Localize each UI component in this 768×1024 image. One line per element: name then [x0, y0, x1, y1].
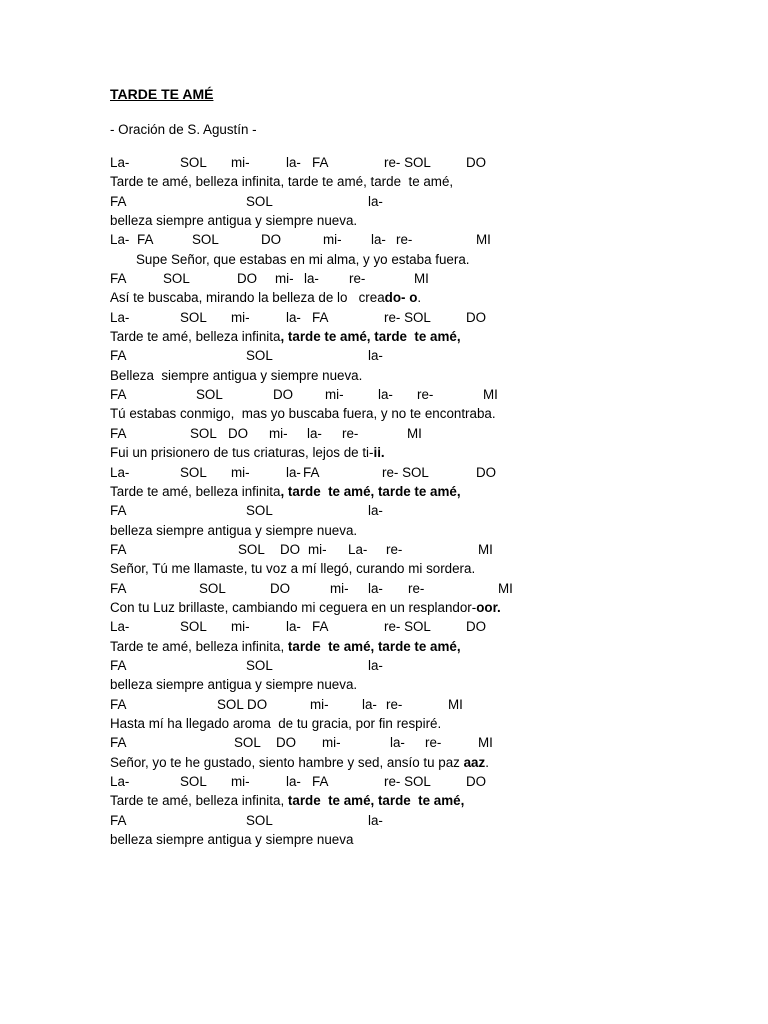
chord: FA — [110, 657, 127, 673]
lyric-text: Tarde te amé, belleza infinita, — [110, 638, 288, 654]
lyric-line — [110, 832, 730, 851]
chord: SOL — [234, 735, 261, 751]
chord: la- — [368, 348, 383, 364]
chord: mi- — [231, 309, 250, 325]
chord: La- — [110, 232, 130, 248]
chord: MI — [414, 271, 429, 287]
chord: La- — [110, 309, 130, 325]
chord-line — [110, 310, 730, 329]
chord: la- — [368, 657, 383, 673]
chord: la- — [368, 503, 383, 519]
chord: MI — [483, 387, 498, 403]
lyric-text: belleza siempre antigua y siempre nueva. — [110, 677, 358, 693]
chord-line — [110, 503, 730, 522]
chord: SOL — [246, 193, 273, 209]
song-title: TARDE TE AMÉ — [110, 86, 214, 102]
chord: SOL — [180, 155, 207, 170]
lyric-bold-text: ii. — [373, 445, 385, 461]
chord: DO — [476, 464, 497, 480]
chord-line — [110, 542, 730, 561]
chord: FA — [110, 193, 127, 209]
chord: DO — [466, 619, 487, 635]
chord: re- — [396, 232, 413, 248]
chord: DO — [280, 541, 301, 557]
chord: la- — [362, 696, 377, 712]
chord: mi- — [231, 774, 250, 789]
chord: FA — [110, 541, 127, 557]
chord: MI — [407, 425, 422, 441]
chord: DO — [261, 232, 282, 248]
chord-line — [110, 619, 730, 638]
lyric-text: . — [485, 754, 489, 770]
chord: mi- — [325, 387, 344, 403]
chord: DO — [466, 155, 487, 170]
chord: la- — [307, 425, 322, 441]
chord: FA — [303, 464, 320, 480]
lyric-line — [110, 174, 730, 193]
lyric-text: Tarde te amé, belleza infinita, tarde te amé, tarde te amé, — [110, 174, 454, 190]
chord: La- — [110, 155, 130, 170]
lyric-text: Tarde te amé, belleza infinita — [110, 483, 281, 499]
lyric-bold-text: , tarde te amé, tarde te amé, — [280, 329, 461, 345]
lyric-line — [110, 677, 730, 696]
chord: FA — [110, 735, 127, 751]
chord: DO — [228, 425, 249, 441]
chord: la- — [368, 193, 383, 209]
chord: FA — [110, 387, 127, 403]
chord: FA — [110, 425, 127, 441]
chord: SOL — [190, 425, 217, 441]
chord: la- — [286, 619, 301, 635]
chord: SOL — [199, 580, 226, 596]
chord-line — [110, 813, 730, 832]
lyric-text: Hasta mí ha llegado aroma de tu gracia, por fin respiré. — [110, 715, 442, 731]
chord: la- — [368, 580, 383, 596]
chord: MI — [478, 541, 493, 557]
chord: La- — [110, 774, 130, 789]
chord: FA — [110, 812, 127, 828]
chord: SOL — [246, 812, 273, 828]
chord: mi- — [330, 580, 349, 596]
chord-line — [110, 426, 730, 445]
chord: re- — [386, 541, 403, 557]
lyric-line — [110, 213, 730, 232]
lyric-line — [110, 639, 730, 658]
chord: SOL — [246, 348, 273, 364]
chord: SOL — [180, 464, 207, 480]
chord: re- SOL — [382, 464, 429, 480]
chord: la- — [368, 812, 383, 828]
chord: SOL — [196, 387, 223, 403]
chord: DO — [466, 774, 487, 789]
lyric-line — [110, 406, 730, 425]
chord: SOL — [238, 541, 265, 557]
chord: DO — [270, 580, 291, 596]
chord: MI — [478, 735, 493, 751]
chord: FA — [110, 696, 127, 712]
lyric-text: belleza siempre antigua y siempre nueva. — [110, 213, 358, 229]
chord: la- — [304, 271, 319, 287]
chord: mi- — [308, 541, 327, 557]
chord: FA — [312, 309, 329, 325]
lyric-bold-text: tarde te amé, tarde te amé, — [287, 638, 461, 654]
chord: FA — [110, 580, 127, 596]
chord: DO — [273, 387, 294, 403]
lyric-line — [110, 329, 730, 348]
chord-line — [110, 697, 730, 716]
song-subtitle: - Oración de S. Agustín - — [110, 122, 257, 137]
chord-line — [110, 387, 730, 406]
chord: la- — [371, 232, 386, 248]
lyric-text: Tarde te amé, belleza infinita, — [110, 793, 288, 809]
chord: re- SOL — [384, 774, 431, 789]
chord: FA — [312, 155, 329, 170]
chord: mi- — [269, 425, 288, 441]
lyric-line — [110, 561, 730, 580]
chord: la- — [286, 155, 301, 170]
chord: MI — [448, 696, 463, 712]
lyric-line — [110, 755, 730, 774]
lyric-bold-text: tarde te amé, tarde te amé, — [287, 793, 465, 809]
chord: DO — [276, 735, 297, 751]
chord: re- — [417, 387, 434, 403]
chord: La- — [110, 619, 130, 635]
chord: mi- — [322, 735, 341, 751]
lyric-text: Con tu Luz brillaste, cambiando mi ceguera en un resplandor- — [110, 599, 477, 615]
chord: re- — [349, 271, 366, 287]
lyric-line — [110, 716, 730, 735]
chord: la- — [286, 774, 301, 789]
chord: re- — [386, 696, 403, 712]
lyric-text: Fui un prisionero de tus criaturas, lejos de ti- — [110, 445, 374, 461]
lyric-text: Belleza siempre antigua y siempre nueva. — [110, 367, 363, 383]
chord: La- — [348, 541, 368, 557]
lyric-line — [110, 445, 730, 464]
chord-line — [110, 774, 730, 793]
chord: mi- — [310, 696, 329, 712]
lyric-text: Señor, yo te he gustado, siento hambre y sed, ansío tu paz — [110, 754, 464, 770]
chord: SOL — [246, 657, 273, 673]
chord-line — [110, 194, 730, 213]
lyric-bold-text: oor. — [476, 599, 501, 615]
chord: FA — [110, 503, 127, 519]
lyric-text: belleza siempre antigua y siempre nueva. — [110, 522, 358, 538]
chord: MI — [476, 232, 491, 248]
chord-line — [110, 581, 730, 600]
lyric-text: Supe Señor, que estabas en mi alma, y yo estaba fuera. — [136, 251, 470, 267]
lyric-bold-text: , tarde te amé, tarde te amé, — [280, 483, 461, 499]
chord: SOL — [163, 271, 190, 287]
chord: re- SOL — [384, 155, 431, 170]
chord: FA — [312, 774, 329, 789]
chord: SOL — [192, 232, 219, 248]
lyric-bold-text: do- o — [384, 290, 418, 306]
lyric-line — [110, 600, 730, 619]
chord: mi- — [231, 464, 250, 480]
chord: MI — [498, 580, 513, 596]
chord: FA — [312, 619, 329, 635]
chord: FA — [110, 271, 127, 287]
lyric-bold-text: aaz — [463, 754, 486, 770]
chord: re- — [425, 735, 442, 751]
chord-line — [110, 271, 730, 290]
song-body — [110, 155, 730, 851]
chord: la- — [390, 735, 405, 751]
chord: SOL DO — [217, 696, 268, 712]
chord-line — [110, 658, 730, 677]
chord: re- — [408, 580, 425, 596]
chord: re- SOL — [384, 309, 431, 325]
chord: la- — [378, 387, 393, 403]
lyric-text: Tarde te amé, belleza infinita — [110, 329, 281, 345]
lyric-text: . — [417, 290, 422, 306]
chord-line — [110, 465, 730, 484]
chord-line — [110, 348, 730, 367]
lyric-line — [110, 290, 730, 309]
lyric-text: Señor, Tú me llamaste, tu voz a mí llegó, curando mi sordera. — [110, 561, 476, 577]
chord: SOL — [180, 309, 207, 325]
chord: DO — [237, 271, 258, 287]
chord: re- SOL — [384, 619, 431, 635]
chord: FA — [137, 232, 154, 248]
chord: SOL — [180, 619, 207, 635]
lyric-line — [110, 793, 730, 812]
chord-line — [110, 232, 730, 251]
lyric-text: Tú estabas conmigo, mas yo buscaba fuera, y no te encontraba. — [110, 406, 496, 422]
chord-line — [110, 735, 730, 754]
chord: SOL — [180, 774, 207, 789]
chord: mi- — [231, 619, 250, 635]
lyric-line — [110, 252, 730, 271]
chord: mi- — [275, 271, 294, 287]
chord: mi- — [323, 232, 342, 248]
chord: DO — [466, 309, 487, 325]
lyric-line — [110, 523, 730, 542]
chord: mi- — [231, 155, 250, 170]
chord: la- — [286, 464, 301, 480]
lyric-line — [110, 484, 730, 503]
lyric-text: Así te buscaba, mirando la belleza de lo crea — [110, 290, 385, 306]
lyric-line — [110, 368, 730, 387]
lyric-text: belleza siempre antigua y siempre nueva — [110, 832, 354, 848]
chord: La- — [110, 464, 130, 480]
chord-line — [110, 155, 730, 174]
chord: la- — [286, 309, 301, 325]
chord: re- — [342, 425, 359, 441]
chord: FA — [110, 348, 127, 364]
chord: SOL — [246, 503, 273, 519]
